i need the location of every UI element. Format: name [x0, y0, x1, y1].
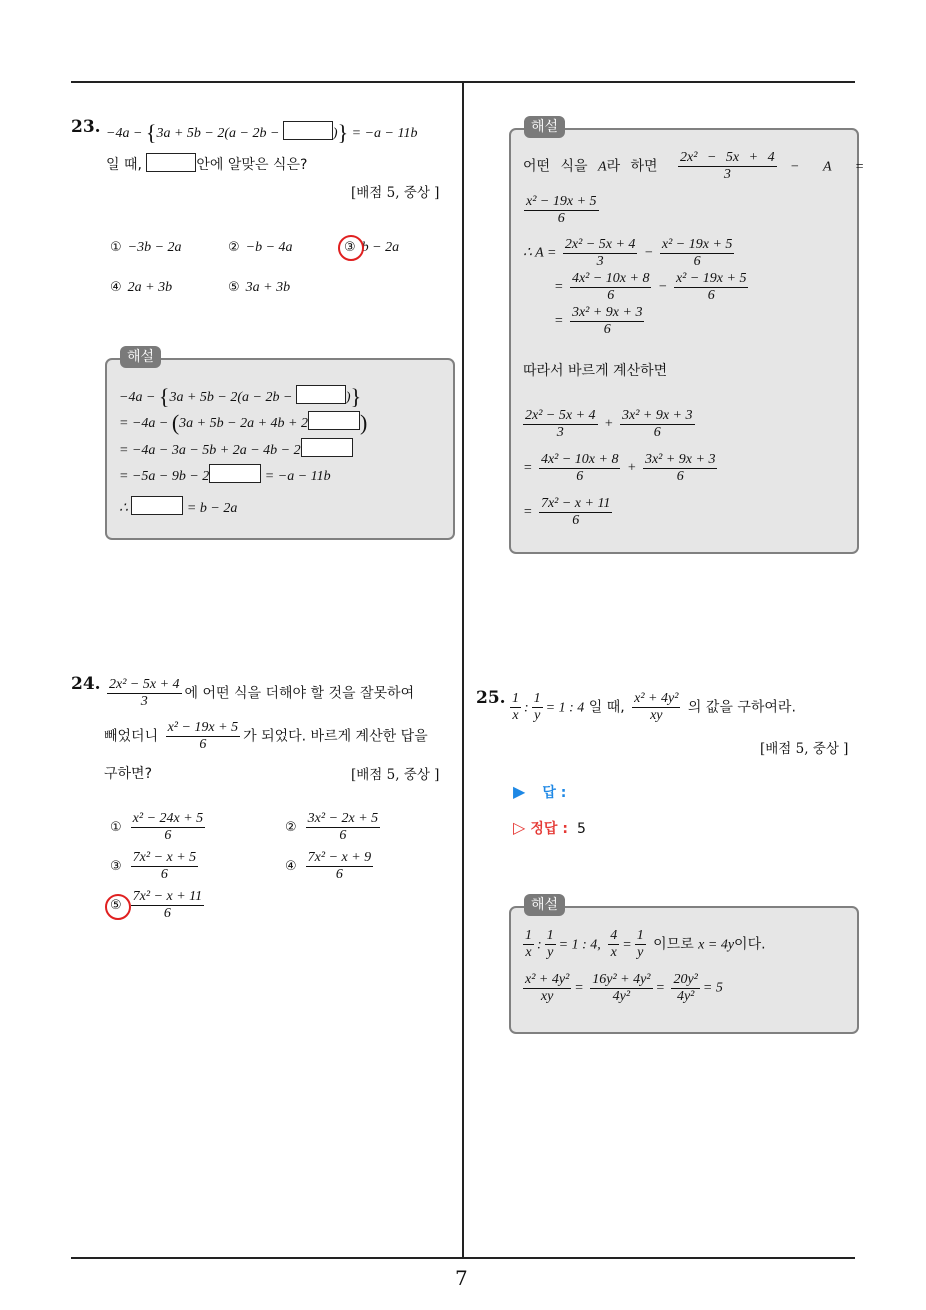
q24-choice-2[interactable]: ② $\frac{\text{3x² − 2x + 5}}{6}$ [285, 811, 379, 843]
answer-label: 답 : [542, 785, 567, 801]
sol24-line-2: $\frac{\text{x² − 19x + 5}}{6}$ [526, 194, 597, 226]
q23-choice-1[interactable]: ① −3b − 2a [110, 240, 182, 255]
q23-sol-line-3: = −4a − 3a − 5b + 2a − 4b − 2 [119, 438, 353, 459]
sol24-line-1: 어떤 식을 A라 하면 $\frac{\text{2x² − 5x + 4}}{3}$ − A = [523, 150, 865, 182]
play-arrow-icon: ▶ [513, 782, 526, 801]
q23-choice-2[interactable]: ② −b − 4a [228, 240, 293, 255]
q25-correct-row [513, 818, 586, 838]
column-divider [462, 81, 464, 1259]
q24-answer-circle [105, 894, 131, 920]
q23-choice-5[interactable]: ⑤ 3a + 3b [228, 280, 291, 295]
q24-choice-5[interactable]: ⑤ $\frac{\text{7x² − x + 11}}{6}$ [110, 889, 203, 921]
q25-solution-tag: 해설 [524, 894, 565, 916]
q23-blank [283, 121, 333, 140]
q23-solution-tag: 해설 [120, 346, 161, 368]
q23-score: [배점 5, 중상 ] [351, 185, 440, 201]
q24-choice-1[interactable]: ① $\frac{\text{x² − 24x + 5}}{6}$ [110, 811, 204, 843]
q25-solution-box [509, 906, 859, 1034]
q25-line-1: $\frac{1}{x}$ : $\frac{1}{y}$ = 1 : 4 일 때, $\frac{\text{x² + 4y²}}{xy}$ 의 값을 구하여라. [512, 691, 796, 723]
q25-sol-line-1: $\frac{1}{x}$ : $\frac{1}{y}$ = 1 : 4, $\frac{4}{x}$ = $\frac{1}{y}$ 이므로 x = 4y이다. [525, 928, 766, 960]
q24-solution-box [509, 128, 859, 554]
correct-value: 5 [577, 821, 586, 837]
q25-sol-line-2: $\frac{\text{x² + 4y²}}{xy}$ = $\frac{\text{16y² + 4y²}}{\text{4y²}}$ = $\frac{\text{20y²}}{\text{4y²}}$ = 5 [525, 972, 723, 1004]
sol24-sum-2: = $\frac{\text{4x² − 10x + 8}}{6}$ + $\frac{\text{3x² + 9x + 3}}{6}$ [523, 452, 716, 484]
q23-choice-4[interactable]: ④ 2a + 3b [110, 280, 173, 295]
sol24-mid-text: 따라서 바르게 계산하면 [523, 363, 668, 379]
q23-sol-line-2: = −4a − (3a + 5b − 2a + 4b + 2 ) [119, 410, 368, 435]
q23-sol-line-4: = −5a − 9b − 2 = −a − 11b [119, 464, 331, 485]
q23-sol-line-1: −4a − {3a + 5b − 2(a − 2b − )} [119, 384, 362, 409]
q23-choice-3[interactable]: ③ b − 2a [344, 240, 400, 255]
outline-arrow-icon: ▷ [513, 818, 526, 837]
q23-equation: −4a − {3a + 5b − 2(a − 2b − )} = −a − 11b [106, 120, 418, 145]
q25-score: [배점 5, 중상 ] [760, 741, 849, 757]
page-number: 7 [455, 1266, 468, 1290]
q24-line-2: 빼었더니 $\frac{\text{x² − 19x + 5}}{6}$ 가 되었다. 바르게 계산한 답을 [104, 720, 428, 752]
q24-number: 24. [71, 674, 101, 694]
correct-label: 정답 : [530, 821, 568, 837]
sol24-row-2: = $\frac{\text{4x² − 10x + 8}}{6}$ − $\frac{\text{x² − 19x + 5}}{6}$ [554, 271, 747, 303]
q24-choice-3[interactable]: ③ $\frac{\text{7x² − x + 5}}{6}$ [110, 850, 197, 882]
q24-solution-tag: 해설 [524, 116, 565, 138]
sol24-sum-3: = $\frac{\text{7x² − x + 11}}{6}$ [523, 496, 611, 528]
sol24-sum-1: $\frac{\text{2x² − 5x + 4}}{3}$ + $\frac{\text{3x² + 9x + 3}}{6}$ [525, 408, 693, 440]
q23-answer-circle [338, 235, 364, 261]
q25-number: 25. [476, 688, 506, 708]
q24-line-1: $\frac{\text{2x² − 5x + 4}}{3}$ 에 어떤 식을 더해야 할 것을 잘못하여 [109, 677, 415, 709]
q24-choice-4[interactable]: ④ $\frac{\text{7x² − x + 9}}{6}$ [285, 850, 372, 882]
q23-sol-line-5: ∴ = b − 2a [119, 496, 237, 517]
q23-blank-2 [146, 153, 196, 172]
sol24-row-3: = $\frac{\text{3x² + 9x + 3}}{6}$ [554, 305, 643, 337]
q23-number: 23. [71, 117, 101, 137]
q24-score: [배점 5, 중상 ] [351, 767, 440, 783]
q24-line-3: 구하면? [104, 766, 153, 782]
sol24-row-1: ∴ A = $\frac{\text{2x² − 5x + 4}}{3}$ − $\frac{\text{x² − 19x + 5}}{6}$ [523, 237, 733, 269]
q23-question-line: 일 때, 안에 알맞은 식은? [106, 153, 307, 174]
bottom-rule [71, 1257, 855, 1259]
q25-answer-row[interactable] [513, 782, 566, 802]
